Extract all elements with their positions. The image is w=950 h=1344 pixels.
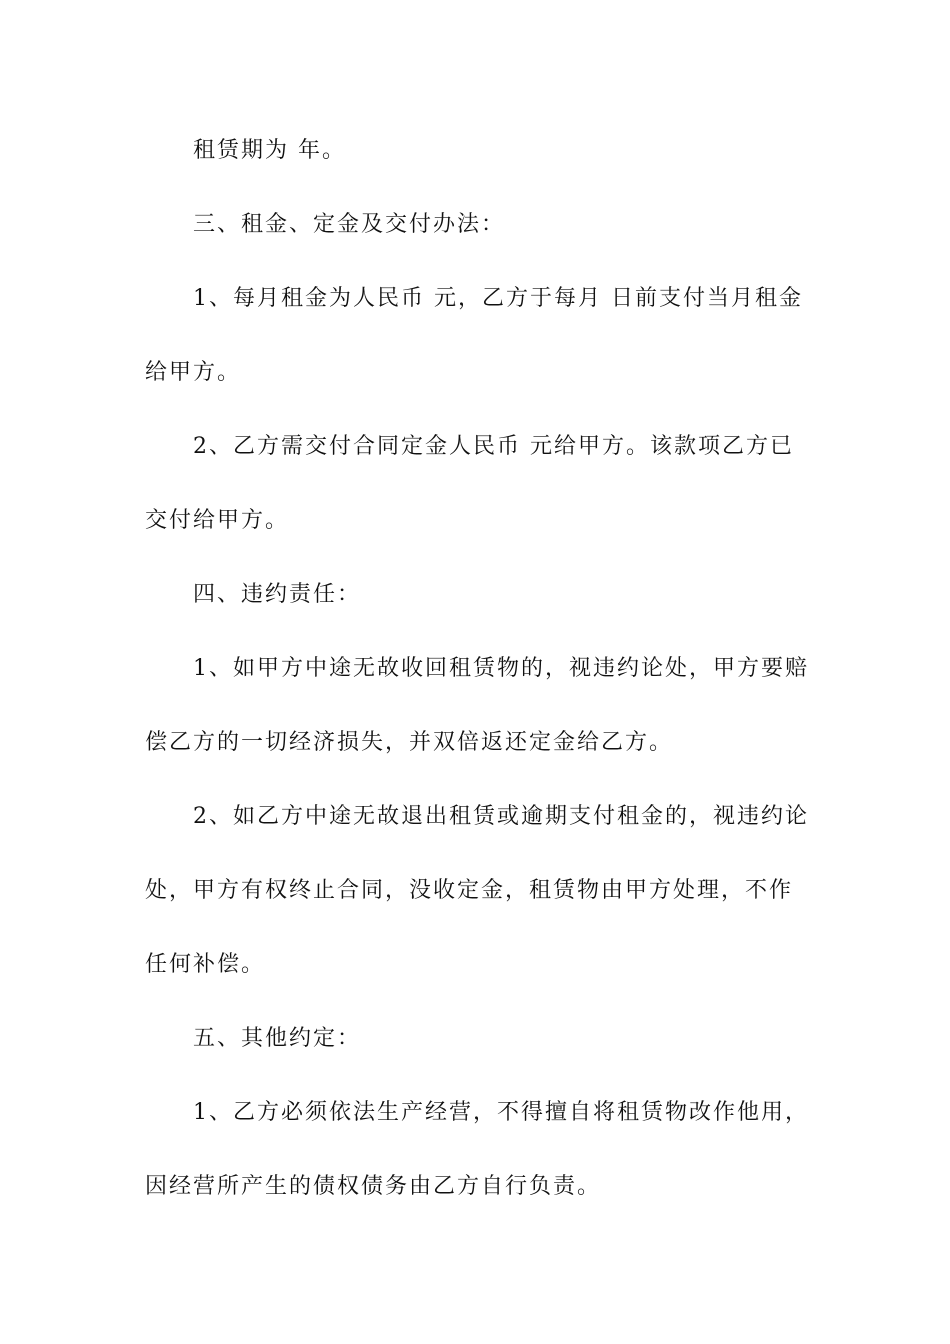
text-line: 给甲方。 — [145, 360, 242, 385]
text-line: 处，甲方有权终止合同，没收定金，租赁物由甲方处理，不作 — [145, 878, 794, 903]
section-heading: 五、其他约定： — [193, 1026, 362, 1051]
text-line: 2、如乙方中途无故退出租赁或逾期支付租金的，视违约论 — [193, 804, 809, 829]
text-line: 1、每月租金为人民币 元，乙方于每月 日前支付当月租金 — [193, 286, 803, 311]
text-line: 交付给甲方。 — [145, 508, 290, 533]
text-line: 2、乙方需交付合同定金人民币 元给甲方。该款项乙方已 — [193, 434, 794, 459]
document-body — [145, 132, 810, 1242]
section-heading: 四、违约责任： — [193, 582, 362, 607]
text-line: 因经营所产生的债权债务由乙方自行负责。 — [145, 1174, 602, 1199]
text-line: 1、如甲方中途无故收回租赁物的，视违约论处，甲方要赔 — [193, 656, 809, 681]
text-line: 1、乙方必须依法生产经营，不得擅自将租赁物改作他用， — [193, 1100, 809, 1125]
text-line: 任何补偿。 — [145, 952, 266, 977]
text-line: 偿乙方的一切经济损失，并双倍返还定金给乙方。 — [145, 730, 674, 755]
text-line: 租赁期为 年。 — [193, 138, 346, 163]
section-heading: 三、租金、定金及交付办法： — [193, 212, 506, 237]
